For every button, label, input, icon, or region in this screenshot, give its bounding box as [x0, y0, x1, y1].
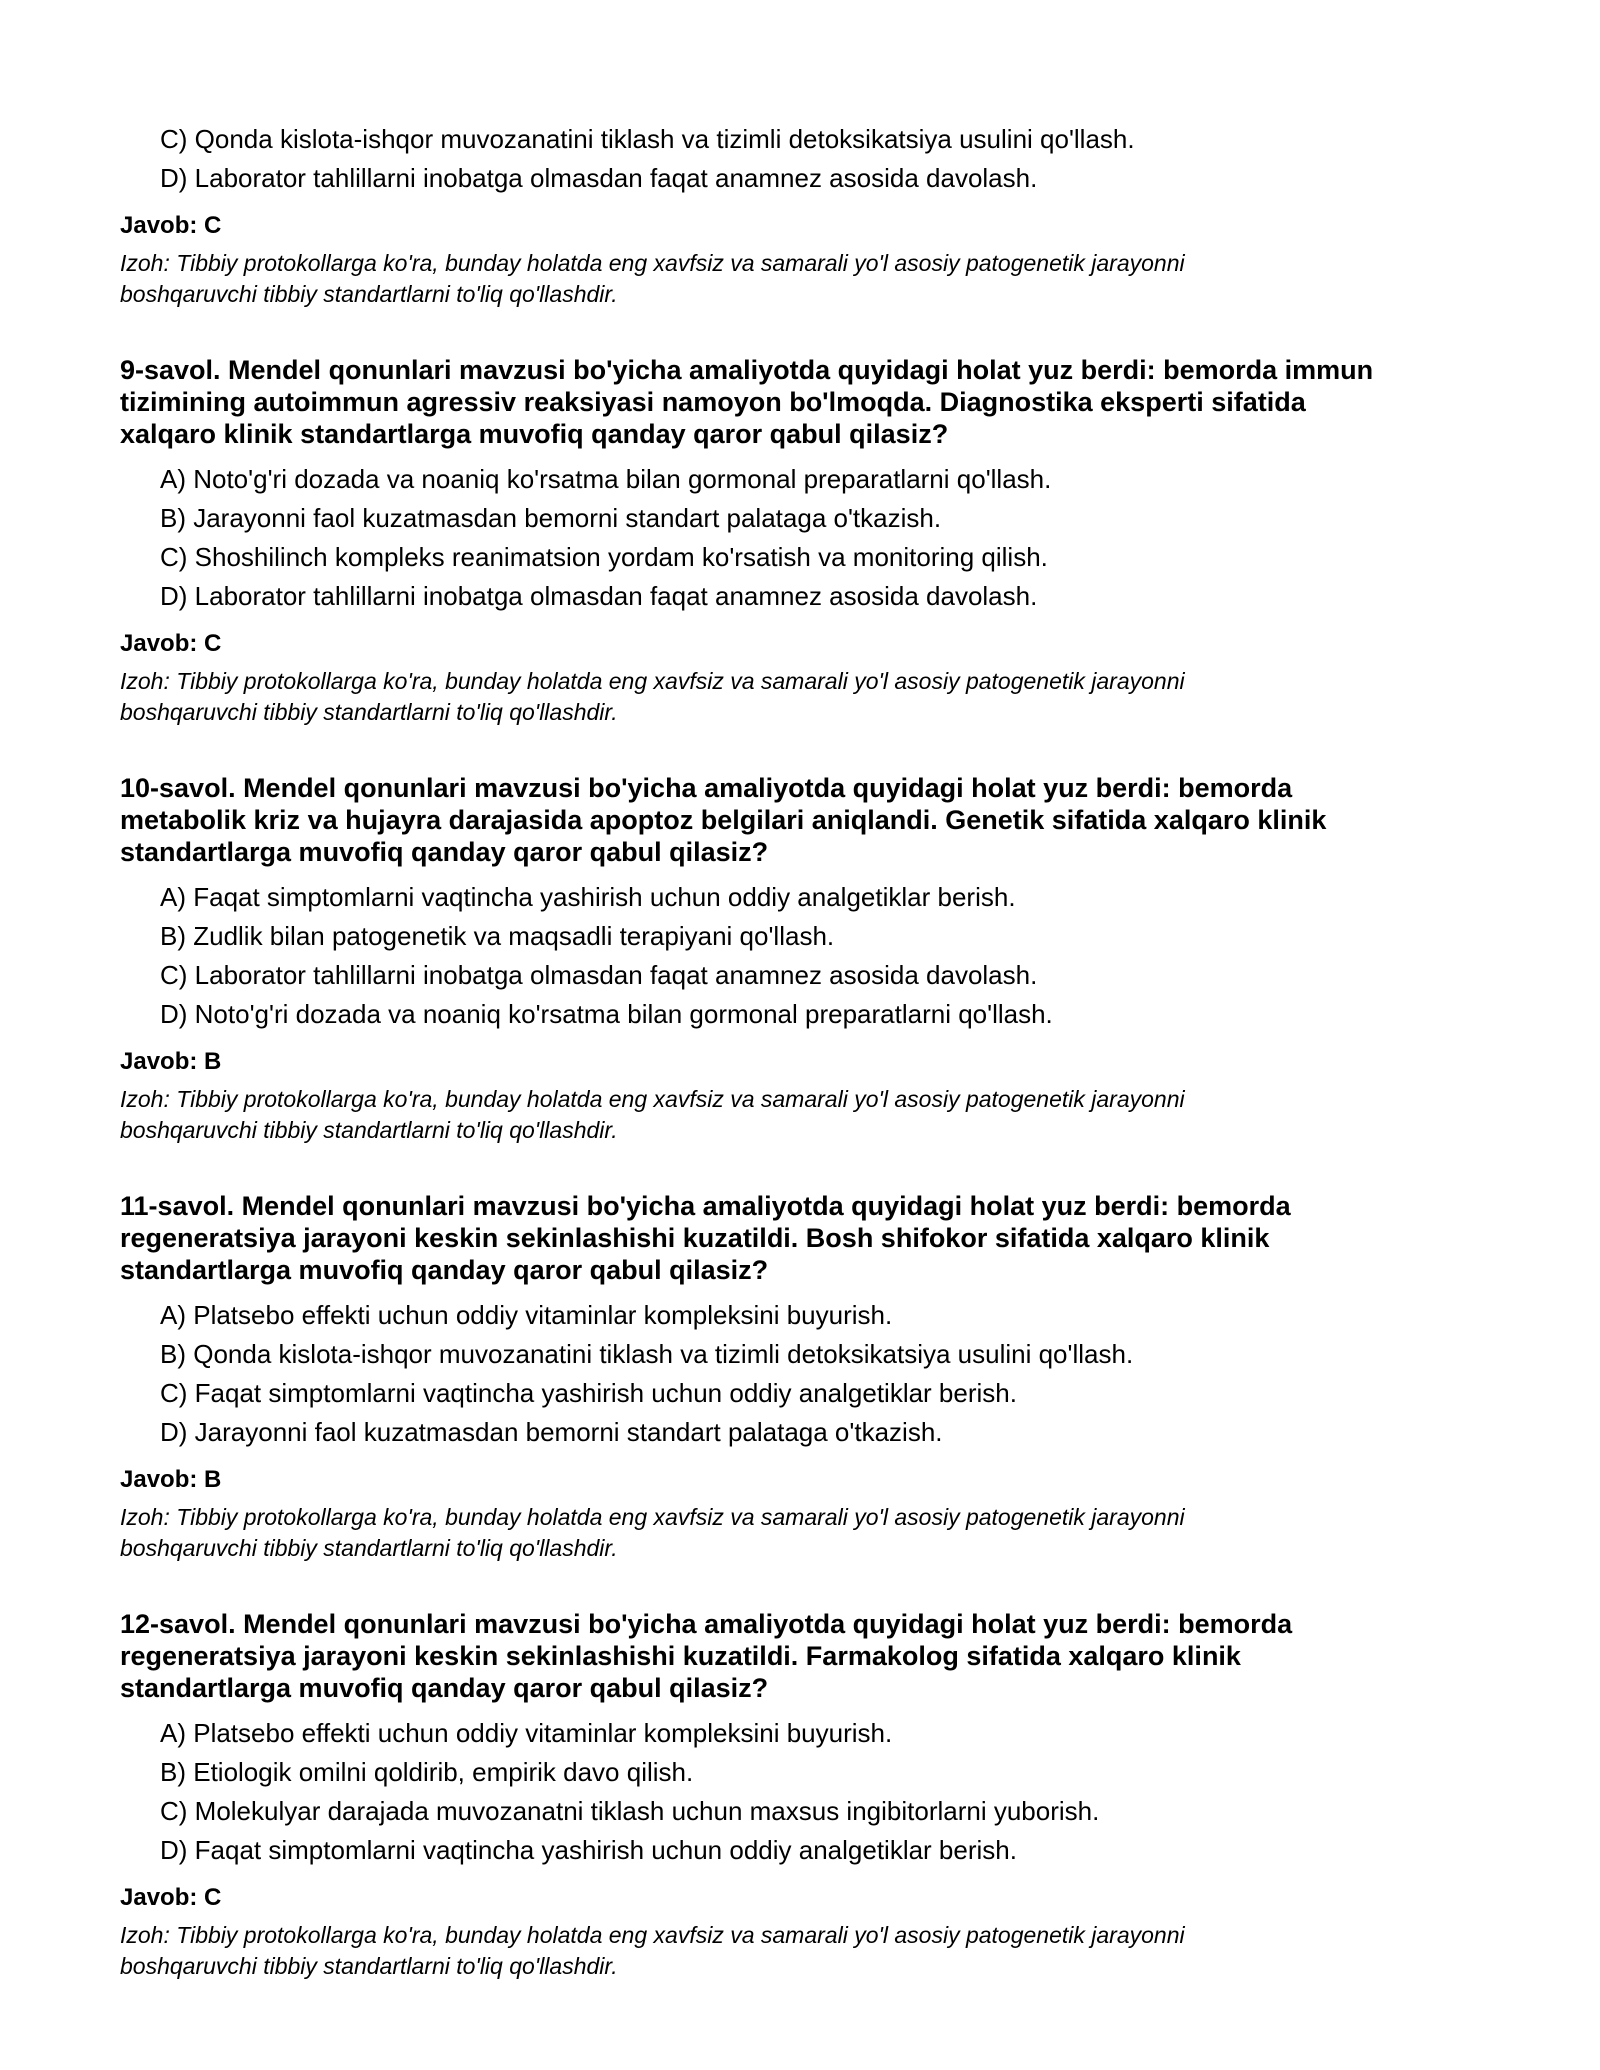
- question-line: 10-savol. Mendel qonunlari mavzusi bo'yicha amaliyotda quyidagi holat yuz berdi: bemorda: [120, 773, 1293, 803]
- explanation-note: [120, 1502, 1480, 1564]
- correct-answer: Javob: B: [120, 1048, 222, 1075]
- correct-answer: Javob: C: [120, 630, 222, 657]
- answer-option-c: C) Shoshilinch kompleks reanimatsion yordam ko'rsatish va monitoring qilish.: [160, 542, 1048, 572]
- question-line: 11-savol. Mendel qonunlari mavzusi bo'yicha amaliyotda quyidagi holat yuz berdi: bemorda: [120, 1191, 1291, 1221]
- answer-option-b: B) Qonda kislota-ishqor muvozanatini tiklash va tizimli detoksikatsiya usulini qo'llash.: [160, 1339, 1134, 1369]
- answer-option-b: B) Etiologik omilni qoldirib, empirik davo qilish.: [160, 1757, 694, 1787]
- answer-option-a: A) Platsebo effekti uchun oddiy vitaminlar kompleksini buyurish.: [160, 1300, 893, 1330]
- explanation-line: boshqaruvchi tibbiy standartlarni to'liq qo'llashdir.: [120, 281, 618, 307]
- partial-question-block: [120, 120, 1480, 310]
- answer-option-d: D) Laborator tahlillarni inobatga olmasdan faqat anamnez asosida davolash.: [160, 163, 1038, 193]
- answer-option-d: D) Laborator tahlillarni inobatga olmasdan faqat anamnez asosida davolash.: [160, 581, 1038, 611]
- correct-answer: Javob: B: [120, 1466, 222, 1493]
- answer-option-a: A) Noto'g'ri dozada va noaniq ko'rsatma bilan gormonal preparatlarni qo'llash.: [160, 464, 1052, 494]
- answer-option-a: A) Platsebo effekti uchun oddiy vitaminlar kompleksini buyurish.: [160, 1718, 893, 1748]
- question-line: tizimining autoimmun agressiv reaksiyasi namoyon bo'lmoqda. Diagnostika eksperti sifatida: [120, 387, 1306, 417]
- question-line: regeneratsiya jarayoni keskin sekinlashishi kuzatildi. Farmakolog sifatida xalqaro klinik: [120, 1641, 1241, 1671]
- answer-option-d: D) Jarayonni faol kuzatmasdan bemorni standart palataga o'tkazish.: [160, 1417, 943, 1447]
- correct-answer: Javob: C: [120, 1884, 222, 1911]
- answer-option-c: C) Faqat simptomlarni vaqtincha yashirish uchun oddiy analgetiklar berish.: [160, 1378, 1017, 1408]
- explanation-line: Izoh: Tibbiy protokollarga ko'ra, bunday holatda eng xavfsiz va samarali yo'l asosiy patogenetik jarayonni: [120, 1504, 1185, 1530]
- answer-option-b: B) Zudlik bilan patogenetik va maqsadli terapiyani qo'llash.: [160, 921, 835, 951]
- question-line: metabolik kriz va hujayra darajasida apoptoz belgilari aniqlandi. Genetik sifatida xalqaro klinik: [120, 805, 1327, 835]
- answer-option-a: A) Faqat simptomlarni vaqtincha yashirish uchun oddiy analgetiklar berish.: [160, 882, 1016, 912]
- question-line: standartlarga muvofiq qanday qaror qabul qilasiz?: [120, 1673, 769, 1703]
- explanation-note: [120, 666, 1480, 728]
- explanation-line: boshqaruvchi tibbiy standartlarni to'liq qo'llashdir.: [120, 1535, 618, 1561]
- question-text: [120, 772, 1480, 868]
- question-block-12: [120, 1608, 1480, 1982]
- question-line: 12-savol. Mendel qonunlari mavzusi bo'yicha amaliyotda quyidagi holat yuz berdi: bemorda: [120, 1609, 1293, 1639]
- answer-option-c: C) Laborator tahlillarni inobatga olmasdan faqat anamnez asosida davolash.: [160, 960, 1038, 990]
- answer-option-b: B) Jarayonni faol kuzatmasdan bemorni standart palataga o'tkazish.: [160, 503, 942, 533]
- question-block-11: [120, 1190, 1480, 1564]
- question-line: 9-savol. Mendel qonunlari mavzusi bo'yicha amaliyotda quyidagi holat yuz berdi: bemorda immun: [120, 355, 1374, 385]
- question-block-9: [120, 354, 1480, 728]
- explanation-line: Izoh: Tibbiy protokollarga ko'ra, bunday holatda eng xavfsiz va samarali yo'l asosiy patogenetik jarayonni: [120, 250, 1185, 276]
- question-line: regeneratsiya jarayoni keskin sekinlashishi kuzatildi. Bosh shifokor sifatida xalqaro klinik: [120, 1223, 1270, 1253]
- answer-option-c: C) Molekulyar darajada muvozanatni tiklash uchun maxsus ingibitorlarni yuborish.: [160, 1796, 1100, 1826]
- answer-option-d: D) Faqat simptomlarni vaqtincha yashirish uchun oddiy analgetiklar berish.: [160, 1835, 1017, 1865]
- explanation-line: Izoh: Tibbiy protokollarga ko'ra, bunday holatda eng xavfsiz va samarali yo'l asosiy patogenetik jarayonni: [120, 1086, 1185, 1112]
- question-text: [120, 1608, 1480, 1704]
- explanation-note: [120, 248, 1480, 310]
- explanation-note: [120, 1084, 1480, 1146]
- question-text: [120, 354, 1480, 450]
- explanation-line: Izoh: Tibbiy protokollarga ko'ra, bunday holatda eng xavfsiz va samarali yo'l asosiy patogenetik jarayonni: [120, 1922, 1185, 1948]
- question-block-10: [120, 772, 1480, 1146]
- question-text: [120, 1190, 1480, 1286]
- explanation-line: boshqaruvchi tibbiy standartlarni to'liq qo'llashdir.: [120, 699, 618, 725]
- document-page: [120, 120, 1480, 1982]
- correct-answer: Javob: C: [120, 212, 222, 239]
- answer-option-d: D) Noto'g'ri dozada va noaniq ko'rsatma bilan gormonal preparatlarni qo'llash.: [160, 999, 1053, 1029]
- question-line: standartlarga muvofiq qanday qaror qabul qilasiz?: [120, 837, 769, 867]
- question-line: standartlarga muvofiq qanday qaror qabul qilasiz?: [120, 1255, 769, 1285]
- explanation-line: boshqaruvchi tibbiy standartlarni to'liq qo'llashdir.: [120, 1953, 618, 1979]
- explanation-line: boshqaruvchi tibbiy standartlarni to'liq qo'llashdir.: [120, 1117, 618, 1143]
- answer-option-c: C) Qonda kislota-ishqor muvozanatini tiklash va tizimli detoksikatsiya usulini qo'llash.: [160, 124, 1135, 154]
- explanation-note: [120, 1920, 1480, 1982]
- question-line: xalqaro klinik standartlarga muvofiq qanday qaror qabul qilasiz?: [120, 419, 949, 449]
- explanation-line: Izoh: Tibbiy protokollarga ko'ra, bunday holatda eng xavfsiz va samarali yo'l asosiy patogenetik jarayonni: [120, 668, 1185, 694]
